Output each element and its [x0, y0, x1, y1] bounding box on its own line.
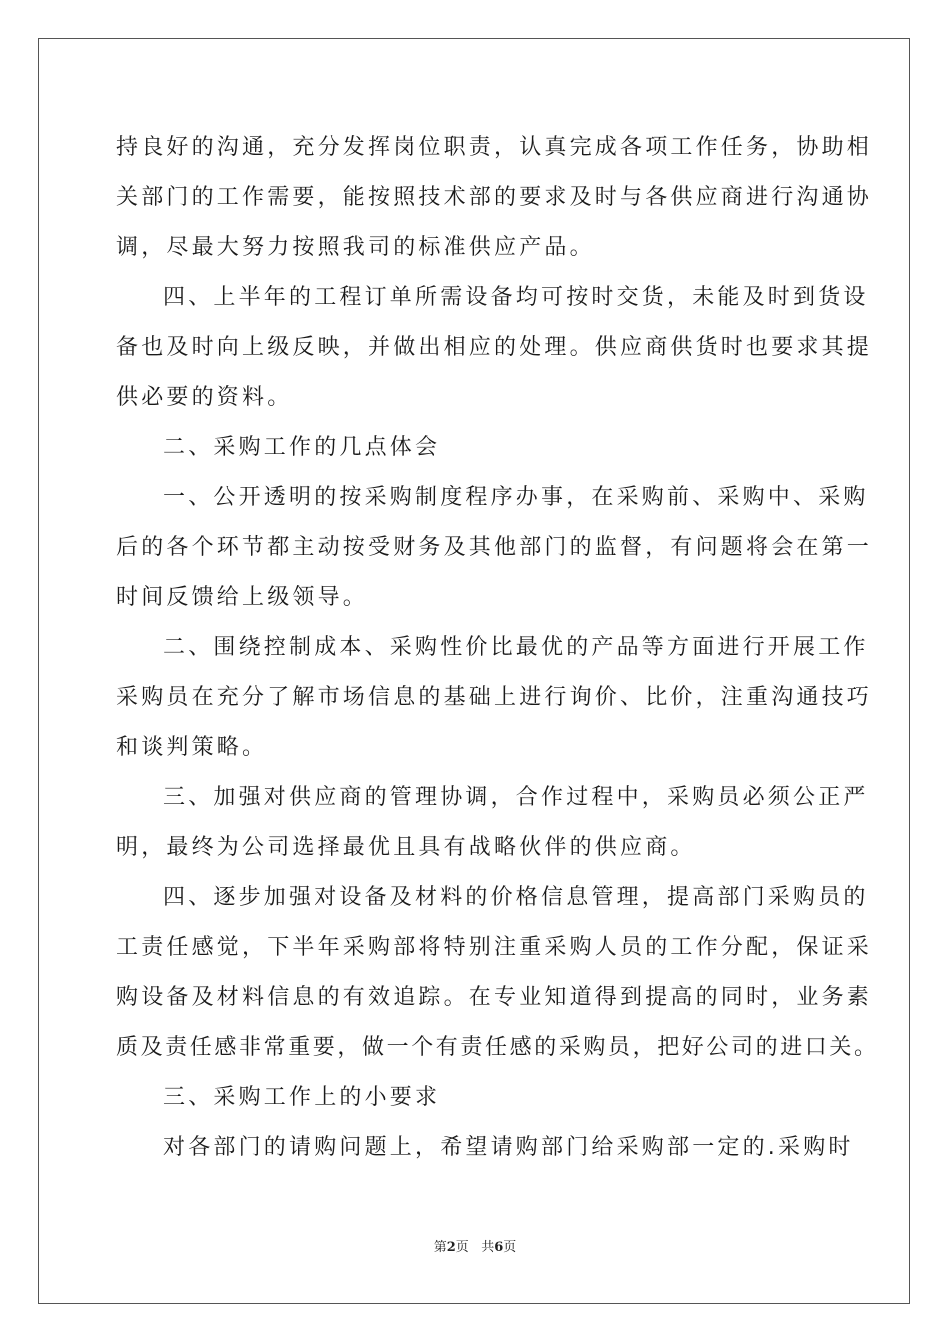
page-footer: [0, 1236, 950, 1255]
paragraph-start: 对各部门的请购问题上，希望请购部门给采购部一定的.采购时: [163, 1135, 854, 1160]
paragraph-start: 三、加强对供应商的管理协调，合作过程中，采购员必须公正严: [163, 785, 869, 810]
body-line: 后的各个环节都主动按受财务及其他部门的监督，有问题将会在第一: [116, 535, 873, 560]
paragraph-start: 二、围绕控制成本、采购性价比最优的产品等方面进行开展工作: [163, 635, 869, 660]
section-heading: 三、采购工作上的小要求: [163, 1085, 441, 1110]
section-heading: 二、采购工作的几点体会: [163, 435, 441, 460]
body-line: 调，尽最大努力按照我司的标准供应产品。: [116, 235, 595, 260]
paragraph-start: 四、逐步加强对设备及材料的价格信息管理，提高部门采购员的: [163, 885, 869, 910]
footer-mid: 页 共: [455, 1240, 495, 1255]
footer-current-page: 2: [446, 1240, 456, 1255]
body-line: 和谈判策略。: [116, 735, 268, 760]
body-line: 工责任感觉，下半年采购部将特别注重采购人员的工作分配，保证采: [116, 935, 873, 960]
footer-total-pages: 6: [494, 1240, 504, 1255]
footer-suffix: 页: [503, 1240, 517, 1255]
body-line: 时间反馈给上级领导。: [116, 585, 369, 610]
body-line: 关部门的工作需要，能按照技术部的要求及时与各供应商进行沟通协: [116, 185, 873, 210]
paragraph-start: 四、上半年的工程订单所需设备均可按时交货，未能及时到货设: [163, 285, 869, 310]
body-line: 持良好的沟通，充分发挥岗位职责，认真完成各项工作任务，协助相: [116, 135, 873, 160]
body-line: 供必要的资料。: [116, 385, 293, 410]
body-line: 采购员在充分了解市场信息的基础上进行询价、比价，注重沟通技巧: [116, 685, 873, 710]
body-line: 质及责任感非常重要，做一个有责任感的采购员，把好公司的进口关。: [116, 1035, 879, 1060]
paragraph-start: 一、公开透明的按采购制度程序办事，在采购前、采购中、采购: [163, 485, 869, 510]
page-border: [38, 38, 910, 1304]
footer-prefix: 第: [433, 1240, 447, 1255]
body-line: 明，最终为公司选择最优且具有战略伙伴的供应商。: [116, 835, 696, 860]
body-line: 购设备及材料信息的有效追踪。在专业知道得到提高的同时，业务素: [116, 985, 873, 1010]
body-line: 备也及时向上级反映，并做出相应的处理。供应商供货时也要求其提: [116, 335, 873, 360]
